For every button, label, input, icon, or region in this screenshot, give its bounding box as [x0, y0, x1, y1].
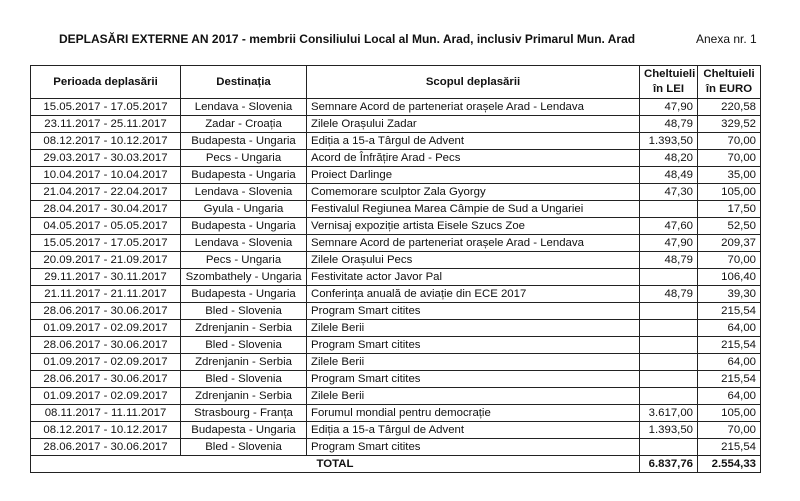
cell-period: 28.06.2017 - 30.06.2017	[31, 371, 181, 388]
cell-euro: 70,00	[698, 133, 761, 150]
cell-euro: 70,00	[698, 422, 761, 439]
header-destination: Destinația	[181, 66, 307, 99]
cell-purpose: Conferința anuală de aviație din ECE 2017	[307, 286, 640, 303]
cell-lei	[640, 371, 698, 388]
document-header	[0, 28, 800, 50]
cell-destination: Lendava - Slovenia	[181, 184, 307, 201]
cell-lei	[640, 439, 698, 456]
cell-purpose: Zilele Berii	[307, 388, 640, 405]
cell-period: 29.03.2017 - 30.03.2017	[31, 150, 181, 167]
cell-euro: 105,00	[698, 184, 761, 201]
cell-period: 04.05.2017 - 05.05.2017	[31, 218, 181, 235]
header-lei: Cheltuieli în LEI	[640, 66, 698, 99]
table-row	[31, 218, 761, 235]
total-label: TOTAL	[31, 456, 640, 473]
table-row	[31, 303, 761, 320]
cell-purpose: Program Smart citites	[307, 439, 640, 456]
cell-destination: Budapesta - Ungaria	[181, 286, 307, 303]
cell-destination: Budapesta - Ungaria	[181, 422, 307, 439]
cell-lei	[640, 388, 698, 405]
cell-purpose: Ediția a 15-a Târgul de Advent	[307, 422, 640, 439]
cell-euro: 215,54	[698, 303, 761, 320]
cell-purpose: Vernisaj expoziție artista Eisele Szucs Zoe	[307, 218, 640, 235]
cell-euro: 209,37	[698, 235, 761, 252]
cell-period: 28.06.2017 - 30.06.2017	[31, 303, 181, 320]
table-row	[31, 388, 761, 405]
cell-purpose: Program Smart citites	[307, 303, 640, 320]
cell-euro: 215,54	[698, 337, 761, 354]
cell-euro: 215,54	[698, 439, 761, 456]
cell-purpose: Comemorare sculptor Zala Gyorgy	[307, 184, 640, 201]
annex-label: Anexa nr. 1	[696, 32, 757, 46]
cell-lei: 48,79	[640, 116, 698, 133]
cell-destination: Lendava - Slovenia	[181, 235, 307, 252]
table-footer	[31, 456, 761, 473]
total-lei: 6.837,76	[640, 456, 698, 473]
cell-euro: 106,40	[698, 269, 761, 286]
cell-euro: 17,50	[698, 201, 761, 218]
cell-euro: 220,58	[698, 99, 761, 116]
cell-destination: Bled - Slovenia	[181, 337, 307, 354]
cell-lei	[640, 354, 698, 371]
cell-lei: 48,49	[640, 167, 698, 184]
cell-period: 28.06.2017 - 30.06.2017	[31, 337, 181, 354]
table-row	[31, 99, 761, 116]
table-row	[31, 422, 761, 439]
table-row	[31, 337, 761, 354]
table-row	[31, 320, 761, 337]
cell-destination: Strasbourg - Franța	[181, 405, 307, 422]
cell-euro: 64,00	[698, 388, 761, 405]
cell-purpose: Festivitate actor Javor Pal	[307, 269, 640, 286]
cell-euro: 64,00	[698, 354, 761, 371]
cell-euro: 52,50	[698, 218, 761, 235]
table-row	[31, 201, 761, 218]
cell-lei: 3.617,00	[640, 405, 698, 422]
cell-destination: Zdrenjanin - Serbia	[181, 354, 307, 371]
table-row	[31, 116, 761, 133]
cell-destination: Pecs - Ungaria	[181, 252, 307, 269]
cell-period: 21.04.2017 - 22.04.2017	[31, 184, 181, 201]
cell-purpose: Semnare Acord de parteneriat orașele Arad - Lendava	[307, 235, 640, 252]
cell-purpose: Program Smart citites	[307, 337, 640, 354]
cell-euro: 105,00	[698, 405, 761, 422]
cell-destination: Zdrenjanin - Serbia	[181, 320, 307, 337]
cell-destination: Lendava - Slovenia	[181, 99, 307, 116]
table-row	[31, 354, 761, 371]
cell-destination: Bled - Slovenia	[181, 439, 307, 456]
cell-purpose: Proiect Darlinge	[307, 167, 640, 184]
cell-lei: 48,79	[640, 252, 698, 269]
document-title: DEPLASĂRI EXTERNE AN 2017 - membrii Consiliului Local al Mun. Arad, inclusiv Primarul Mun. Arad	[59, 32, 636, 46]
cell-period: 29.11.2017 - 30.11.2017	[31, 269, 181, 286]
cell-euro: 64,00	[698, 320, 761, 337]
cell-period: 20.09.2017 - 21.09.2017	[31, 252, 181, 269]
total-row	[31, 456, 761, 473]
cell-period: 28.06.2017 - 30.06.2017	[31, 439, 181, 456]
cell-purpose: Zilele Berii	[307, 320, 640, 337]
table-row	[31, 235, 761, 252]
cell-lei: 47,60	[640, 218, 698, 235]
cell-period: 01.09.2017 - 02.09.2017	[31, 320, 181, 337]
cell-purpose: Forumul mondial pentru democrație	[307, 405, 640, 422]
cell-purpose: Semnare Acord de parteneriat orașele Arad - Lendava	[307, 99, 640, 116]
cell-lei: 1.393,50	[640, 422, 698, 439]
cell-period: 10.04.2017 - 10.04.2017	[31, 167, 181, 184]
table-row	[31, 252, 761, 269]
table-row	[31, 286, 761, 303]
cell-euro: 39,30	[698, 286, 761, 303]
header-euro: Cheltuieli în EURO	[698, 66, 761, 99]
table-row	[31, 439, 761, 456]
cell-period: 23.11.2017 - 25.11.2017	[31, 116, 181, 133]
cell-destination: Zdrenjanin - Serbia	[181, 388, 307, 405]
cell-period: 08.12.2017 - 10.12.2017	[31, 133, 181, 150]
cell-euro: 215,54	[698, 371, 761, 388]
cell-purpose: Zilele Orașului Zadar	[307, 116, 640, 133]
cell-lei	[640, 320, 698, 337]
total-euro: 2.554,33	[698, 456, 761, 473]
cell-lei: 1.393,50	[640, 133, 698, 150]
table-row	[31, 405, 761, 422]
trips-table	[30, 65, 761, 473]
header-row	[31, 66, 761, 99]
cell-lei	[640, 303, 698, 320]
cell-period: 08.11.2017 - 11.11.2017	[31, 405, 181, 422]
table-row	[31, 167, 761, 184]
table-row	[31, 150, 761, 167]
cell-period: 01.09.2017 - 02.09.2017	[31, 388, 181, 405]
cell-destination: Zadar - Croația	[181, 116, 307, 133]
cell-lei: 47,90	[640, 99, 698, 116]
table-row	[31, 184, 761, 201]
cell-destination: Budapesta - Ungaria	[181, 133, 307, 150]
table-header	[31, 66, 761, 99]
cell-lei: 47,30	[640, 184, 698, 201]
cell-purpose: Program Smart citites	[307, 371, 640, 388]
cell-period: 15.05.2017 - 17.05.2017	[31, 235, 181, 252]
cell-lei	[640, 269, 698, 286]
cell-lei	[640, 337, 698, 354]
table-row	[31, 269, 761, 286]
cell-euro: 35,00	[698, 167, 761, 184]
cell-period: 28.04.2017 - 30.04.2017	[31, 201, 181, 218]
cell-euro: 329,52	[698, 116, 761, 133]
cell-destination: Pecs - Ungaria	[181, 150, 307, 167]
cell-purpose: Acord de Înfrățire Arad - Pecs	[307, 150, 640, 167]
cell-purpose: Zilele Berii	[307, 354, 640, 371]
cell-purpose: Zilele Orașului Pecs	[307, 252, 640, 269]
cell-lei: 48,20	[640, 150, 698, 167]
header-period: Perioada deplasării	[31, 66, 181, 99]
cell-period: 15.05.2017 - 17.05.2017	[31, 99, 181, 116]
cell-lei	[640, 201, 698, 218]
cell-purpose: Ediția a 15-a Târgul de Advent	[307, 133, 640, 150]
cell-destination: Budapesta - Ungaria	[181, 167, 307, 184]
table-row	[31, 371, 761, 388]
cell-lei: 47,90	[640, 235, 698, 252]
header-purpose: Scopul deplasării	[307, 66, 640, 99]
cell-period: 21.11.2017 - 21.11.2017	[31, 286, 181, 303]
cell-destination: Budapesta - Ungaria	[181, 218, 307, 235]
cell-purpose: Festivalul Regiunea Marea Câmpie de Sud a Ungariei	[307, 201, 640, 218]
cell-destination: Bled - Slovenia	[181, 371, 307, 388]
table-body	[31, 99, 761, 456]
cell-euro: 70,00	[698, 252, 761, 269]
table-row	[31, 133, 761, 150]
cell-period: 08.12.2017 - 10.12.2017	[31, 422, 181, 439]
cell-lei: 48,79	[640, 286, 698, 303]
cell-destination: Szombathely - Ungaria	[181, 269, 307, 286]
cell-period: 01.09.2017 - 02.09.2017	[31, 354, 181, 371]
cell-destination: Bled - Slovenia	[181, 303, 307, 320]
cell-destination: Gyula - Ungaria	[181, 201, 307, 218]
cell-euro: 70,00	[698, 150, 761, 167]
